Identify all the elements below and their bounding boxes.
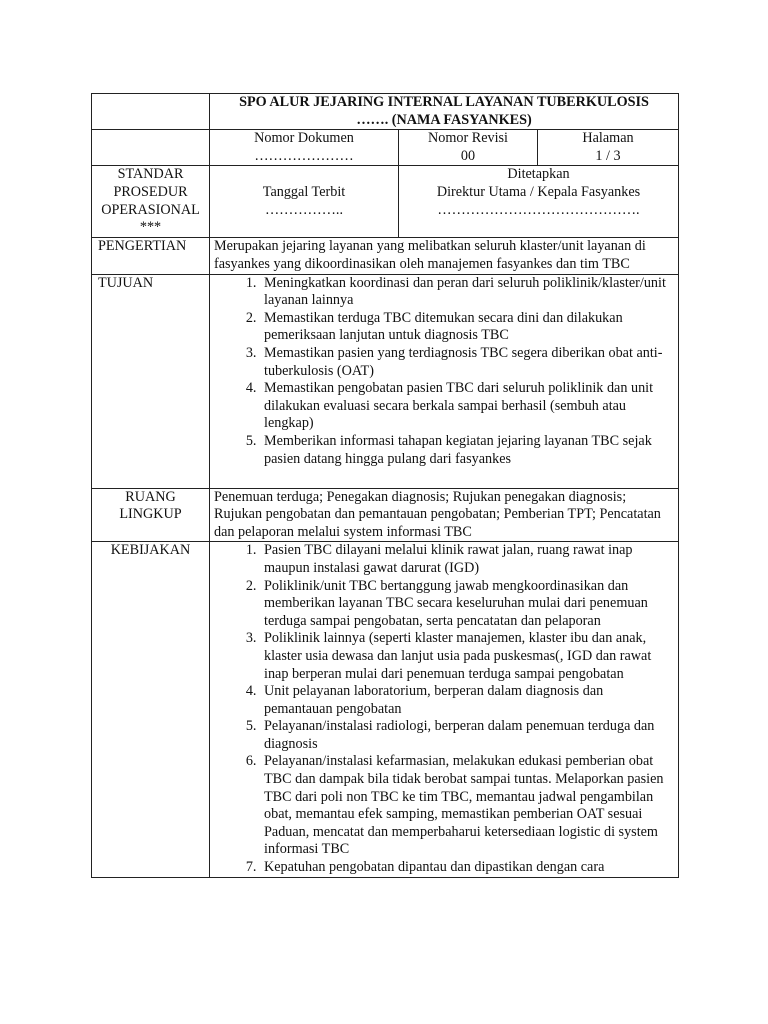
standar-prosedur-cell: [92, 166, 210, 238]
pengertian-label: PENGERTIAN: [92, 238, 210, 274]
nomor-dokumen-value: …………………: [254, 147, 354, 164]
spo-table: [91, 93, 679, 878]
logo-cell: [92, 94, 210, 130]
title-line-2: ……. (NAMA FASYANKES): [356, 111, 532, 128]
list-item: 4. Memastikan pengobatan pasien TBC dari seluruh poliklinik dan unit dilakukan evaluasi secara berkala sampai berhasil (sembuh atau lengkap): [260, 380, 674, 433]
ruang-lingkup-label-1: RUANG: [125, 488, 176, 505]
list-item: 6. Pelayanan/instalasi kefarmasian, melakukan edukasi pemberian obat TBC dan dampak bila tidak berobat sampai tuntas. Melaporkan pasien TBC dari poli non TBC ke tim TBC, memantau jadwal pengambilan obat, memantau efek samping, memastikan pemberian OAT sesuai Paduan, mencatat dan memperbaharui ketersediaan logistic di system informasi TBC: [260, 753, 674, 859]
ditetapkan-label: Ditetapkan: [507, 166, 570, 183]
nomor-revisi-cell: [399, 130, 538, 166]
halaman-label: Halaman: [582, 130, 634, 147]
ruang-lingkup-text: Penemuan terduga; Penegakan diagnosis; Rujukan penegakan diagnosis; Rujukan pengobatan dan pemantauan pengobatan; Pemberian TPT; Pencatatan dan pelaporan melalui system informasi TBC: [210, 488, 679, 542]
nomor-dokumen-label: Nomor Dokumen: [254, 130, 354, 147]
list-item: 1. Pasien TBC dilayani melalui klinik rawat jalan, ruang rawat inap maupun instalasi gawat darurat (IGD): [260, 542, 674, 577]
kebijakan-list: [214, 542, 674, 876]
list-item: 4. Unit pelayanan laboratorium, berperan dalam diagnosis dan pemantauan pengobatan: [260, 683, 674, 718]
ditetapkan-by: Direktur Utama / Kepala Fasyankes: [436, 183, 641, 200]
tanggal-terbit-label: Tanggal Terbit: [262, 184, 346, 201]
standar-line-2: PROSEDUR: [113, 183, 188, 200]
list-item: 3. Memastikan pasien yang terdiagnosis TBC segera diberikan obat anti-tuberkulosis (OAT): [260, 345, 674, 380]
tanggal-terbit-cell: [210, 166, 399, 238]
tujuan-label: TUJUAN: [92, 274, 210, 488]
blank-cell: [92, 130, 210, 166]
kebijakan-row: [92, 542, 679, 877]
nomor-revisi-value: 00: [460, 147, 476, 164]
tujuan-row: [92, 274, 679, 488]
pengertian-row: [92, 238, 679, 274]
title-row: [92, 94, 679, 130]
nomor-revisi-label: Nomor Revisi: [428, 130, 508, 147]
standar-line-1: STANDAR: [117, 166, 184, 183]
ditetapkan-cell: [399, 166, 679, 238]
document-title: [210, 94, 679, 130]
nomor-dokumen-cell: [210, 130, 399, 166]
list-item: 7. Kepatuhan pengobatan dipantau dan dipastikan dengan cara: [260, 859, 674, 877]
ditetapkan-signature: …………………………………….: [437, 201, 640, 218]
sop-row: [92, 166, 679, 238]
kebijakan-label: KEBIJAKAN: [92, 542, 210, 877]
doc-info-row: [92, 130, 679, 166]
tanggal-terbit-value: ……………..: [264, 201, 344, 218]
ruang-lingkup-row: [92, 488, 679, 542]
title-line-1: SPO ALUR JEJARING INTERNAL LAYANAN TUBERKULOSIS: [239, 94, 649, 110]
ruang-lingkup-label-2: LINGKUP: [119, 506, 182, 523]
list-item: 5. Memberikan informasi tahapan kegiatan jejaring layanan TBC sejak pasien datang hingga pulang dari fasyankes: [260, 433, 674, 468]
list-item: 5. Pelayanan/instalasi radiologi, berperan dalam penemuan terduga dan diagnosis: [260, 718, 674, 753]
list-item: 2. Memastikan terduga TBC ditemukan secara dini dan dilakukan pemeriksaan lanjutan untuk diagnosis TBC: [260, 310, 674, 345]
kebijakan-content: [210, 542, 679, 877]
list-item: 2. Poliklinik/unit TBC bertanggung jawab mengkoordinasikan dan memberikan layanan TBC secara keseluruhan mulai dari penemuan terduga sampai pengobatan, serta pencatatan dan pelaporan: [260, 578, 674, 631]
halaman-value: 1 / 3: [595, 147, 621, 164]
ruang-lingkup-label: [92, 488, 210, 542]
list-item: 3. Poliklinik lainnya (seperti klaster manajemen, klaster ibu dan anak, klaster usia dewasa dan lanjut usia pada puskesmas(, IGD dan rawat inap berperan mulai dari penemuan terduga sampai pengobatan: [260, 630, 674, 683]
halaman-cell: [538, 130, 679, 166]
standar-line-3: OPERASIONAL: [101, 201, 200, 218]
tujuan-list: [214, 275, 674, 469]
pengertian-text: Merupakan jejaring layanan yang melibatkan seluruh klaster/unit layanan di fasyankes yang dikoordinasikan oleh manajemen fasyankes dan tim TBC: [210, 238, 679, 274]
tujuan-content: [210, 274, 679, 488]
list-item: 1. Meningkatkan koordinasi dan peran dari seluruh poliklinik/klaster/unit layanan lainnya: [260, 275, 674, 310]
standar-line-4: ***: [139, 219, 162, 236]
